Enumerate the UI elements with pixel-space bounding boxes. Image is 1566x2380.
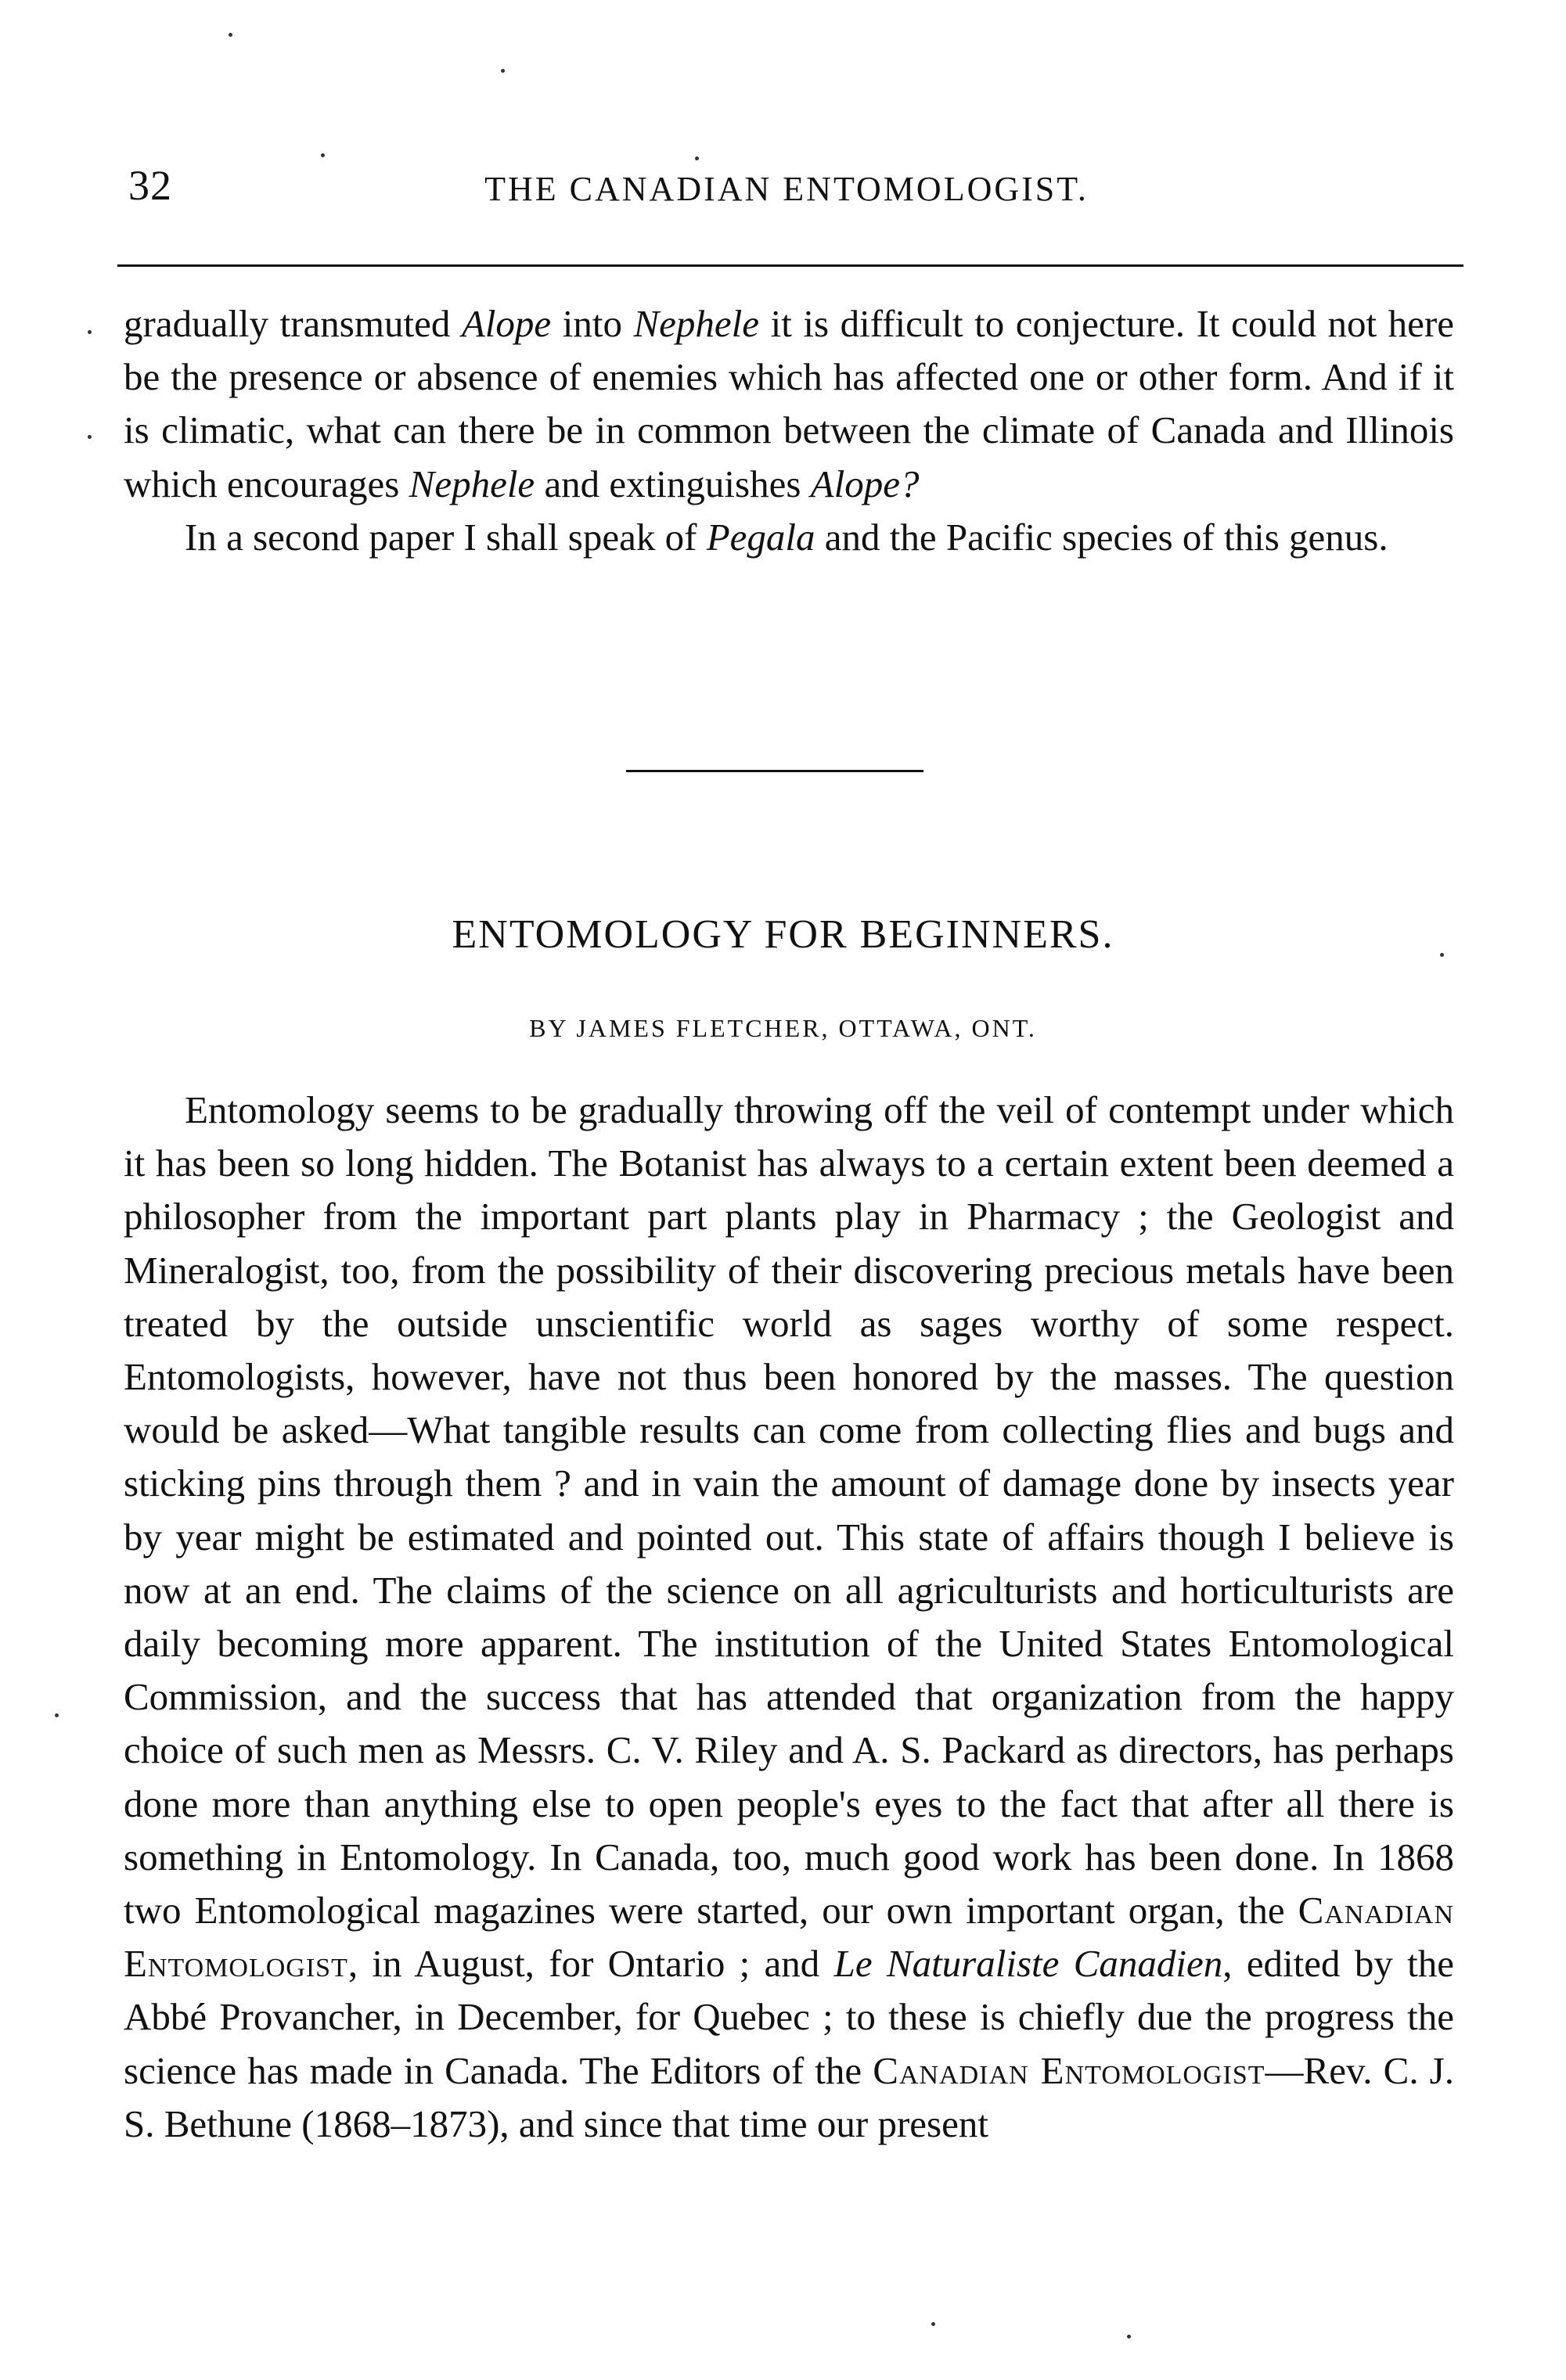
text-run: it is difficult to conjecture. It could not here be the presence or absence of enemies which has affected one or other form. And if it is climatic, what can there be in common between the climate of Canada and Illinois which encourages <box>124 302 1454 505</box>
text-run: and extinguishes <box>535 462 811 505</box>
taxon-name: Nephele <box>633 302 760 345</box>
taxon-name: Alope <box>461 302 552 345</box>
text-run: , edited by the Abbé Provancher, in December, for Quebec ; to these is chiefly due the progress the science has made in Canada. The Editors of the <box>124 1942 1454 2092</box>
print-speck <box>229 33 232 37</box>
article-title: ENTOMOLOGY FOR BEGINNERS. <box>452 912 1114 957</box>
print-speck <box>88 330 92 334</box>
text-run: —Rev. C. J. S. Bethune (1868–1873), and since that time our present <box>124 2048 1454 2145</box>
journal-name: Canadian Entomologist <box>873 2048 1265 2092</box>
body-paragraph <box>124 1084 1454 2151</box>
taxon-name: Alope? <box>810 462 920 505</box>
journal-name: Le Naturaliste Canadien <box>833 1942 1223 1986</box>
text-run: into <box>551 302 634 345</box>
taxon-name: Nephele <box>409 462 535 505</box>
print-speck <box>321 153 325 157</box>
closing-paragraph <box>124 511 1454 564</box>
text-run: and the Pacific species of this genus. <box>815 515 1388 559</box>
text-run: Entomology seems to be gradually throwing off the veil of contempt under which it has been so long hidden. The Botanist has always to a certain extent been deemed a philosopher from the important part plants play in Pharmacy ; the Geologist and Mineralogist, too, from the possibility of their discovering precious metals have been treated by the outside unscientific world as sages worthy of some respect. Entomologists, however, have not thus been honored by the masses. The question would be asked—What tangible results can come from collecting flies and bugs and sticking pins through them ? and in vain the amount of damage done by insects year by year might be estimated and pointed out. This state of affairs though I believe is now at an end. The claims of the science on all agriculturists and horticulturists are daily becoming more apparent. The institution of the United States Entomological Commission, and the success that has attended that organization from the happy choice of such men as Messrs. C. V. Riley and A. S. Packard as directors, has perhaps done more than anything else to open people's eyes to the fact that after all there is something in Entomology. In Canada, too, much good work has been done. In 1868 two Entomological magazines were started, our own important organ, the <box>124 1088 1454 1932</box>
print-speck <box>1440 953 1444 957</box>
running-title: THE CANADIAN ENTOMOLOGIST. <box>484 170 1089 208</box>
article-byline: BY JAMES FLETCHER, OTTAWA, ONT. <box>529 1014 1037 1042</box>
print-speck <box>931 2322 935 2326</box>
print-speck <box>55 1713 59 1717</box>
print-speck <box>88 435 92 439</box>
journal-name: Canadian Entomologist <box>124 1889 1454 1986</box>
page-number: 32 <box>128 162 172 209</box>
print-speck <box>695 156 699 160</box>
header-rule <box>117 264 1463 267</box>
text-run: , in August, for Ontario ; and <box>347 1942 834 1986</box>
continuation-paragraph <box>124 297 1454 511</box>
text-run: In a second paper I shall speak of <box>185 515 707 559</box>
section-separator-rule <box>626 770 923 772</box>
page-header <box>117 161 1456 216</box>
taxon-name: Pegala <box>706 515 815 559</box>
article-body <box>124 1084 1454 2151</box>
print-speck <box>1127 2335 1131 2339</box>
print-speck <box>501 69 505 73</box>
text-run: gradually transmuted <box>124 302 462 345</box>
continuation-text <box>124 297 1454 564</box>
